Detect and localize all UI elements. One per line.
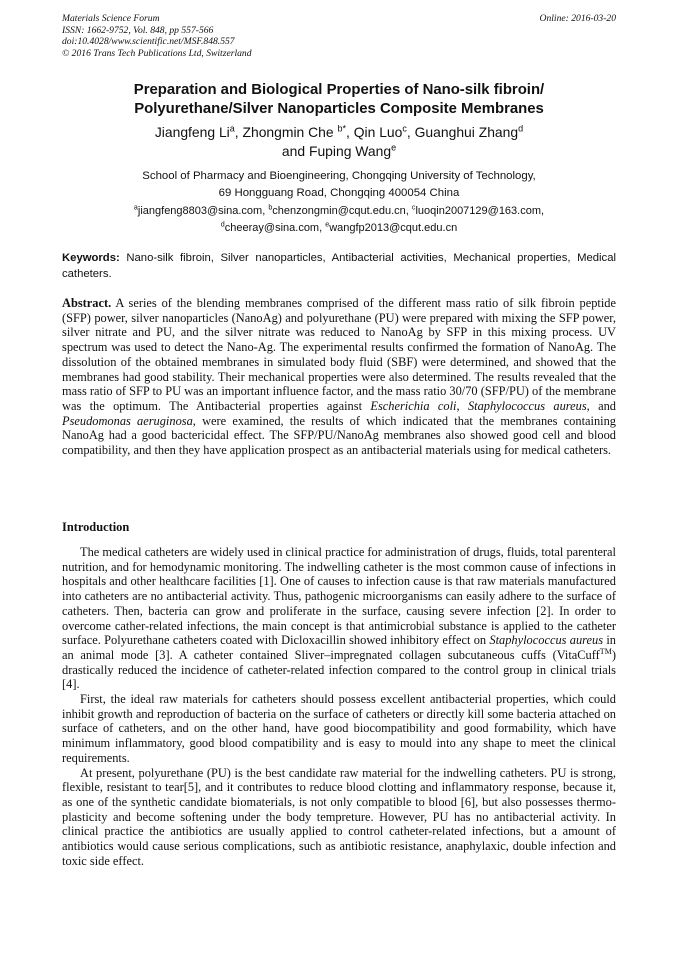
author-name: Zhongmin Che [242,124,338,140]
species-name: Escherichia coli [370,398,457,413]
authors-line-1 [62,123,616,142]
author-name: Guanghui Zhang [414,124,519,140]
paragraph: At present, polyurethane (PU) is the best candidate raw material for the indwelling catheters. PU is strong, flexible, resistant to tear[5], and it contributes to reduce blood clotting and inflammatory response, because it, as one of the synthetic candidate biomaterials, is not only compatible to blood [6], but also possesses thermo-plasticity and become softening under the body tempreture. However, PU has no antibacterial activity. In clinical practice the antibiotics are usually applied to control catheter-related infections, but a amount of antibiotics would cause serious complications, such as antibiotic resistance, anaphylaxic, double infection and toxic side effect. [62,765,616,868]
paragraph-text: in an animal mode [3]. A catheter contained Sliver–impregnated collagen subcutaneous cuffs (VitaCuff [62,633,616,662]
emails-line-1 [62,203,616,220]
authors-line-2 [62,142,616,161]
author-affil-mark: b* [337,123,347,134]
email-link[interactable]: jiangfeng8803@sina.com, [137,205,269,217]
email-mark: a [133,203,138,212]
trademark-mark: TM [599,646,612,656]
introduction-body [62,545,616,868]
email-link[interactable]: wangfp2013@cqut.edu.cn [329,221,458,234]
species-name: Staphylococcus aureus [467,398,587,413]
emails-line-2 [62,220,616,237]
abstract-label: Abstract. [62,296,112,310]
doi-link[interactable]: doi:10.4028/www.scientific.net/MSF.848.557 [62,36,235,47]
paragraph-text: The medical catheters are widely used in clinical practice for administration of drugs, fluids, total parenteral nutrition, and for hemodynamic monitoring. The indwelling catheter is the most common cause of infections in hospitals and other healthcare facilities [1]. One of causes to infection cause is that raw materials manufactured into catheters are no antibacterial activity. Thus, pathogenic microorganisms can easily adhere to the surface of catheters. Then, bacteria can grow and proliferate in the surface, causing severe infection [2]. In order to overcome cather-related infections, the main concept is that antimicrobial substance is applied to the catheter surface. Polyurethane catheters coated with Dicloxacillin showed inhibitory effect on [62,545,616,648]
author-affil-mark: e [391,142,397,153]
title-line-2: Polyurethane/Silver Nanoparticles Composite Membranes [134,101,544,117]
email-mark: b [268,203,273,212]
author-name: Qin Luo [353,124,403,140]
author-name: and Fuping Wang [281,143,392,159]
journal-name: Materials Science Forum [62,13,160,24]
author-affil-mark: c [402,123,407,134]
paper-title [62,81,616,119]
paragraph-text: ) drastically reduced the incidence of catheter-related infection compared to the control group in clinical trials [4]. [62,647,616,692]
author-separator: , [234,124,243,140]
author-name: Jiangfeng Li [154,124,230,140]
email-mark: c [411,203,416,212]
author-separator: , [406,124,415,140]
keywords [62,251,616,282]
author-emails [62,203,616,236]
email-link[interactable]: chenzongmin@cqut.edu.cn, [272,205,412,217]
abstract-separator: , and [586,398,616,413]
abstract-text: A series of the blending membranes comprised of the different mass ratio of silk fibroin peptide (SFP) power, silver nanoparticles (NanoAg) and polyurethane (PU) were prepared with mixing the SFP power, silver nitrate and PU, and the silver nitrate was reduced to NanoAg by SFP in this mixing process. UV spectrum was used to detect the Nano-Ag. The experimental results confirmed the formation of NanoAg. The dissolution of the obtained membranes in simulated body fluid (SBF) were determined, and showed that the membranes had good stability. Their mechanical properties were also determined. The results revealed that the mass ratio of SFP to PU was an important influence factor, and the mass ratio 30/70 (SFP/PU) of the membrane was the optimum. The Antibacterial properties against [62,296,616,413]
affiliation-line-2: 69 Hongguang Road, Chongqing 400054 China [218,186,460,199]
author-affil-mark: d [518,123,524,134]
online-date: Online: 2016-03-20 [539,13,616,24]
email-mark: e [325,219,330,228]
paragraph [62,545,616,692]
species-name: Staphylococcus aureus [489,633,604,648]
keywords-label: Keywords: [62,252,120,264]
email-mark: d [220,219,225,228]
author-separator: , [346,124,354,140]
paragraph: First, the ideal raw materials for catheters should possess excellent antibacterial properties, which could inhibit growth and reproduction of bacteria on the surface of catheters or directly kill some bacteria attached on surface of catheters, and on the other hand, have good biocompatibility and good formability, which have minimum inflammatory, good blood compatibility and is easy to mould into any shape to meet the clinical requirements. [62,692,616,765]
issn-line: ISSN: 1662-9752, Vol. 848, pp 557-566 [62,24,214,36]
abstract-separator: , [456,398,468,413]
copyright-line: © 2016 Trans Tech Publications Ltd, Switzerland [62,47,252,59]
title-line-1: Preparation and Biological Properties of Nano-silk fibroin/ [133,82,545,98]
abstract [62,296,616,458]
email-link[interactable]: cheeray@sina.com, [224,221,326,234]
author-list [62,123,616,161]
abstract-text: , were examined, the results of which indicated that the membranes containing NanoAg had a good bactericidal effect. The SFP/PU/NanoAg membranes also showed good cell and blood compatibility, and then they have application prospect as an antibacterial materials using for medical catheters. [62,413,616,458]
keywords-text: Nano-silk fibroin, Silver nanoparticles, Antibacterial activities, Mechanical properties, Medical catheters. [62,252,616,280]
section-heading-introduction: Introduction [62,520,130,534]
author-affil-mark: a [229,123,235,134]
affiliation [62,168,616,201]
affiliation-line-1: School of Pharmacy and Bioengineering, Chongqing University of Technology, [142,170,536,182]
species-name: Pseudomonas aeruginosa [62,413,193,428]
email-link[interactable]: luoqin2007129@163.com, [415,205,545,217]
journal-header [62,13,252,59]
